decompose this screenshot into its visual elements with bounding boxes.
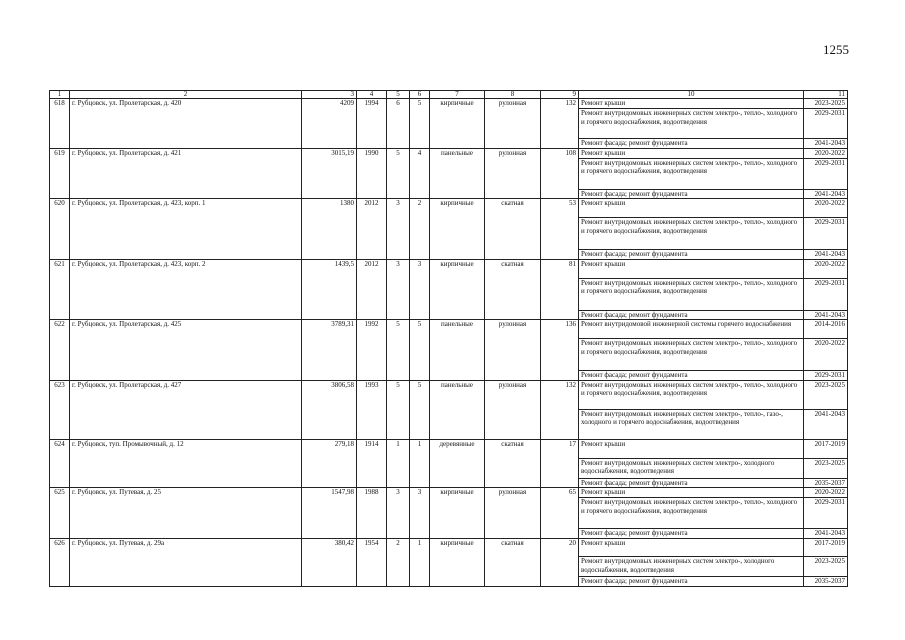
- floors-cell: 3: [387, 259, 410, 320]
- work-period-cell: 2041-2043: [804, 250, 848, 260]
- area-cell: 380,42: [302, 539, 357, 587]
- header-cell: 3: [302, 91, 357, 99]
- work-period-cell: 2014-2016: [804, 320, 848, 339]
- roof-cell: рулонная: [485, 488, 541, 539]
- roof-cell: скатная: [485, 439, 541, 488]
- work-name-cell: Ремонт внутридомовых инженерных систем электро-, холодного водоснабжения, водоотведения: [579, 458, 804, 478]
- year-cell: 1992: [357, 320, 387, 381]
- floors-cell: 5: [387, 149, 410, 199]
- work-period-cell: 2023-2025: [804, 458, 848, 478]
- work-period-cell: 2041-2043: [804, 310, 848, 320]
- floors-cell: 3: [387, 199, 410, 260]
- address-cell: г. Рубцовск, ул. Пролетарская, д. 427: [70, 380, 302, 439]
- work-name-cell: Ремонт крыши: [579, 99, 804, 109]
- work-name-cell: Ремонт крыши: [579, 149, 804, 159]
- walls-cell: панельные: [430, 149, 485, 199]
- house-number-cell: 626: [50, 539, 70, 587]
- floors-cell: 6: [387, 99, 410, 149]
- residents-cell: 132: [541, 99, 579, 149]
- residents-cell: 53: [541, 199, 579, 260]
- work-name-cell: Ремонт внутридомовых инженерных систем электро-, тепло-, холодного и горячего водоснабжения, водоотведения: [579, 498, 804, 529]
- entrances-cell: 5: [410, 99, 430, 149]
- work-period-cell: 2029-2031: [804, 218, 848, 250]
- residents-cell: 136: [541, 320, 579, 381]
- year-cell: 2012: [357, 199, 387, 260]
- work-period-cell: 2020-2022: [804, 488, 848, 498]
- header-cell: 1: [50, 91, 70, 99]
- house-number-cell: 625: [50, 488, 70, 539]
- work-name-cell: Ремонт внутридомовых инженерных систем электро-, тепло-, холодного и горячего водоснабжения, водоотведения: [579, 158, 804, 189]
- work-period-cell: 2029-2031: [804, 158, 848, 189]
- work-name-cell: Ремонт внутридомовых инженерных систем электро-, тепло-, холодного и горячего водоснабжения, водоотведения: [579, 109, 804, 139]
- work-name-cell: Ремонт фасада; ремонт фундамента: [579, 310, 804, 320]
- year-cell: 1988: [357, 488, 387, 539]
- floors-cell: 2: [387, 539, 410, 587]
- table-row: [50, 488, 848, 498]
- work-name-cell: Ремонт фасада; ремонт фундамента: [579, 577, 804, 587]
- table-row: [50, 99, 848, 109]
- area-cell: 3789,31: [302, 320, 357, 381]
- walls-cell: кирпичные: [430, 539, 485, 587]
- work-period-cell: 2035-2037: [804, 577, 848, 587]
- year-cell: 1994: [357, 99, 387, 149]
- work-period-cell: 2020-2022: [804, 199, 848, 218]
- work-name-cell: Ремонт внутридомовых инженерных систем электро-, тепло-, холодного и горячего водоснабжения, водоотведения: [579, 339, 804, 371]
- residents-cell: 17: [541, 439, 579, 488]
- entrances-cell: 1: [410, 439, 430, 488]
- work-name-cell: Ремонт фасада; ремонт фундамента: [579, 189, 804, 199]
- work-period-cell: 2029-2031: [804, 278, 848, 310]
- work-period-cell: 2041-2043: [804, 529, 848, 539]
- house-number-cell: 622: [50, 320, 70, 381]
- address-cell: г. Рубцовск, ул. Пролетарская, д. 421: [70, 149, 302, 199]
- area-cell: 1380: [302, 199, 357, 260]
- header-cell: 9: [541, 91, 579, 99]
- work-period-cell: 2041-2043: [804, 139, 848, 149]
- house-number-cell: 618: [50, 99, 70, 149]
- header-cell: 8: [485, 91, 541, 99]
- house-number-cell: 624: [50, 439, 70, 488]
- work-period-cell: 2020-2022: [804, 339, 848, 371]
- address-cell: г. Рубцовск, ул. Пролетарская, д. 425: [70, 320, 302, 381]
- header-cell: 6: [410, 91, 430, 99]
- address-cell: г. Рубцовск, ул. Путевая, д. 29а: [70, 539, 302, 587]
- work-name-cell: Ремонт фасада; ремонт фундамента: [579, 478, 804, 488]
- entrances-cell: 3: [410, 488, 430, 539]
- address-cell: г. Рубцовск, туп. Промывочный, д. 12: [70, 439, 302, 488]
- work-period-cell: 2023-2025: [804, 380, 848, 409]
- address-cell: г. Рубцовск, ул. Пролетарская, д. 420: [70, 99, 302, 149]
- work-period-cell: 2023-2025: [804, 557, 848, 577]
- work-name-cell: Ремонт крыши: [579, 439, 804, 458]
- walls-cell: деревянные: [430, 439, 485, 488]
- year-cell: 1914: [357, 439, 387, 488]
- table-row: [50, 149, 848, 159]
- work-period-cell: 2023-2025: [804, 99, 848, 109]
- roof-cell: рулонная: [485, 320, 541, 381]
- roof-cell: скатная: [485, 259, 541, 320]
- area-cell: 3015,19: [302, 149, 357, 199]
- work-name-cell: Ремонт крыши: [579, 259, 804, 278]
- table-row: [50, 199, 848, 218]
- work-name-cell: Ремонт крыши: [579, 539, 804, 557]
- house-number-cell: 621: [50, 259, 70, 320]
- work-period-cell: 2029-2031: [804, 498, 848, 529]
- work-name-cell: Ремонт фасада; ремонт фундамента: [579, 529, 804, 539]
- work-period-cell: 2017-2019: [804, 539, 848, 557]
- header-row: [50, 91, 848, 99]
- residents-cell: 81: [541, 259, 579, 320]
- capital-repair-table: [49, 90, 848, 587]
- entrances-cell: 5: [410, 380, 430, 439]
- area-cell: 4209: [302, 99, 357, 149]
- work-period-cell: 2020-2022: [804, 259, 848, 278]
- header-cell: 2: [70, 91, 302, 99]
- area-cell: 1547,98: [302, 488, 357, 539]
- header-cell: 4: [357, 91, 387, 99]
- year-cell: 2012: [357, 259, 387, 320]
- entrances-cell: 2: [410, 199, 430, 260]
- year-cell: 1954: [357, 539, 387, 587]
- floors-cell: 1: [387, 439, 410, 488]
- residents-cell: 20: [541, 539, 579, 587]
- work-period-cell: 2035-2037: [804, 478, 848, 488]
- floors-cell: 5: [387, 320, 410, 381]
- walls-cell: панельные: [430, 320, 485, 381]
- header-cell: 11: [804, 91, 848, 99]
- work-name-cell: Ремонт фасада; ремонт фундамента: [579, 139, 804, 149]
- work-period-cell: 2041-2043: [804, 189, 848, 199]
- walls-cell: кирпичные: [430, 199, 485, 260]
- floors-cell: 3: [387, 488, 410, 539]
- year-cell: 1990: [357, 149, 387, 199]
- house-number-cell: 619: [50, 149, 70, 199]
- walls-cell: кирпичные: [430, 99, 485, 149]
- work-name-cell: Ремонт внутридомовых инженерных систем электро-, холодного водоснабжения, водоотведения: [579, 557, 804, 577]
- entrances-cell: 5: [410, 320, 430, 381]
- area-cell: 3806,58: [302, 380, 357, 439]
- walls-cell: кирпичные: [430, 259, 485, 320]
- area-cell: 279,18: [302, 439, 357, 488]
- entrances-cell: 1: [410, 539, 430, 587]
- work-name-cell: Ремонт внутридомовой инженерной системы горячего водоснабжения: [579, 320, 804, 339]
- table-row: [50, 320, 848, 339]
- table-row: [50, 539, 848, 557]
- work-period-cell: 2029-2031: [804, 371, 848, 381]
- floors-cell: 5: [387, 380, 410, 439]
- table-row: [50, 259, 848, 278]
- work-name-cell: Ремонт внутридомовых инженерных систем электро-, тепло-, холодного и горячего водоснабжения, водоотведения: [579, 278, 804, 310]
- work-name-cell: Ремонт фасада; ремонт фундамента: [579, 371, 804, 381]
- roof-cell: рулонная: [485, 149, 541, 199]
- residents-cell: 65: [541, 488, 579, 539]
- roof-cell: рулонная: [485, 99, 541, 149]
- address-cell: г. Рубцовск, ул. Пролетарская, д. 423, корп. 2: [70, 259, 302, 320]
- roof-cell: скатная: [485, 539, 541, 587]
- work-period-cell: 2029-2031: [804, 109, 848, 139]
- entrances-cell: 3: [410, 259, 430, 320]
- work-name-cell: Ремонт фасада; ремонт фундамента: [579, 250, 804, 260]
- house-number-cell: 623: [50, 380, 70, 439]
- address-cell: г. Рубцовск, ул. Пролетарская, д. 423, корп. 1: [70, 199, 302, 260]
- work-period-cell: 2017-2019: [804, 439, 848, 458]
- work-period-cell: 2041-2043: [804, 409, 848, 439]
- address-cell: г. Рубцовск, ул. Путевая, д. 25: [70, 488, 302, 539]
- header-cell: 5: [387, 91, 410, 99]
- walls-cell: кирпичные: [430, 488, 485, 539]
- residents-cell: 108: [541, 149, 579, 199]
- work-name-cell: Ремонт внутридомовых инженерных систем электро-, тепло-, газо-, холодного и горячего водоснабжения, водоотведения: [579, 409, 804, 439]
- table-row: [50, 439, 848, 458]
- header-cell: 7: [430, 91, 485, 99]
- work-name-cell: Ремонт крыши: [579, 199, 804, 218]
- work-period-cell: 2020-2022: [804, 149, 848, 159]
- entrances-cell: 4: [410, 149, 430, 199]
- house-number-cell: 620: [50, 199, 70, 260]
- work-name-cell: Ремонт внутридомовых инженерных систем электро-, тепло-, холодного и горячего водоснабжения, водоотведения: [579, 380, 804, 409]
- page-number: 1255: [823, 42, 849, 57]
- work-name-cell: Ремонт крыши: [579, 488, 804, 498]
- work-name-cell: Ремонт внутридомовых инженерных систем электро-, тепло-, холодного и горячего водоснабжения, водоотведения: [579, 218, 804, 250]
- header-cell: 10: [579, 91, 804, 99]
- year-cell: 1993: [357, 380, 387, 439]
- residents-cell: 132: [541, 380, 579, 439]
- roof-cell: рулонная: [485, 380, 541, 439]
- table-row: [50, 380, 848, 409]
- walls-cell: панельные: [430, 380, 485, 439]
- roof-cell: скатная: [485, 199, 541, 260]
- area-cell: 1439,5: [302, 259, 357, 320]
